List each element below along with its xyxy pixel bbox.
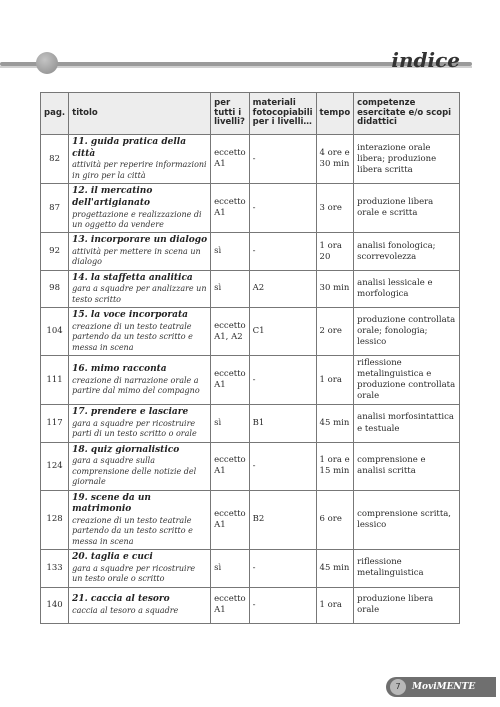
activity-title: 17. prendere e lasciare [72, 407, 189, 418]
skills-cell: comprensione scritta, lessico [354, 490, 460, 550]
levels-cell: eccetto A1 [211, 184, 250, 233]
time-cell: 1 ora [316, 587, 354, 623]
title-cell [69, 356, 211, 405]
page-number: 7 [390, 679, 406, 695]
table-row [41, 490, 460, 550]
table-row [41, 550, 460, 587]
levels-cell: eccetto A1 [211, 442, 250, 490]
activity-description: gara a squadre per ricostruire un testo orale o scritto [72, 563, 196, 584]
table-row [41, 356, 460, 405]
levels-cell: sì [211, 270, 250, 307]
page-cell: 82 [41, 135, 69, 184]
levels-cell: eccetto A1 [211, 356, 250, 405]
materials-cell: C1 [249, 308, 316, 356]
activity-title: 16. mimo racconta [72, 363, 167, 374]
activity-description: creazione di un testo teatrale partendo da un testo scritto e messa in scena [72, 321, 193, 352]
activity-title: 18. quiz giornalistico [72, 444, 180, 455]
column-header-livelli: per tutti i livelli? [211, 93, 250, 135]
page-cell: 98 [41, 270, 69, 307]
skills-cell: comprensione e analisi scritta [354, 442, 460, 490]
time-cell: 3 ore [316, 184, 354, 233]
column-header-competenze: competenze esercitate e/o scopi didattici [354, 93, 460, 135]
materials-cell: - [249, 135, 316, 184]
time-cell: 1 ora e 15 min [316, 442, 354, 490]
activity-description: progettazione e realizzazione di un oggetto da vendere [72, 209, 202, 229]
levels-cell: sì [211, 550, 250, 587]
skills-cell: interazione orale libera; produzione libera scritta [354, 135, 460, 184]
table-row [41, 308, 460, 356]
page-cell: 87 [41, 184, 69, 233]
time-cell: 45 min [316, 550, 354, 587]
materials-cell: - [249, 550, 316, 587]
activity-title: 15. la voce incorporata [72, 310, 188, 321]
page-title: indice [391, 48, 460, 72]
materials-cell: B1 [249, 405, 316, 442]
page-cell: 140 [41, 587, 69, 623]
activity-title: 20. taglia e cuci [72, 552, 153, 563]
page-cell: 111 [41, 356, 69, 405]
levels-cell: eccetto A1, A2 [211, 308, 250, 356]
materials-cell: - [249, 442, 316, 490]
table-row [41, 442, 460, 490]
table-row [41, 233, 460, 270]
title-cell [69, 490, 211, 550]
skills-cell: analisi morfosintattica e testuale [354, 405, 460, 442]
column-header-materiali: materiali fotocopiabili per i livelli… [249, 93, 316, 135]
page-cell: 128 [41, 490, 69, 550]
skills-cell: riflessione metalinguistica [354, 550, 460, 587]
column-header-tempo: tempo [316, 93, 354, 135]
time-cell: 1 ora 20 [316, 233, 354, 270]
title-cell [69, 405, 211, 442]
levels-cell: eccetto A1 [211, 587, 250, 623]
page-cell: 124 [41, 442, 69, 490]
activity-title: 19. scene da un matrimonio [72, 492, 151, 515]
materials-cell: - [249, 184, 316, 233]
title-cell [69, 135, 211, 184]
materials-cell: - [249, 233, 316, 270]
materials-cell: - [249, 587, 316, 623]
table-row [41, 135, 460, 184]
index-table [40, 92, 460, 624]
skills-cell: produzione libera orale e scritta [354, 184, 460, 233]
materials-cell: B2 [249, 490, 316, 550]
time-cell: 2 ore [316, 308, 354, 356]
materials-cell: - [249, 356, 316, 405]
table-header-row [41, 93, 460, 135]
skills-cell: riflessione metalinguistica e produzione controllata orale [354, 356, 460, 405]
levels-cell: sì [211, 233, 250, 270]
activity-title: 13. incorporare un dialogo [72, 235, 208, 246]
page-cell: 104 [41, 308, 69, 356]
time-cell: 6 ore [316, 490, 354, 550]
activity-title: 12. il mercatino dell'artigianato [72, 186, 153, 208]
table-row [41, 184, 460, 233]
activity-description: creazione di narrazione orale a partire dal mimo del compagno [72, 375, 200, 396]
time-cell: 45 min [316, 405, 354, 442]
activity-description: caccia al tesoro a squadre [72, 605, 179, 615]
levels-cell: eccetto A1 [211, 490, 250, 550]
time-cell: 30 min [316, 270, 354, 307]
column-header-pag: pag. [41, 93, 69, 135]
header-dot-icon [36, 52, 58, 74]
activity-description: attività per reperire informazioni in giro per la città [72, 160, 207, 180]
activity-title: 21. caccia al tesoro [72, 594, 170, 605]
title-cell [69, 184, 211, 233]
title-cell [69, 550, 211, 587]
levels-cell: sì [211, 405, 250, 442]
title-cell [69, 442, 211, 490]
skills-cell: produzione controllata orale; fonologia; lessico [354, 308, 460, 356]
title-cell [69, 308, 211, 356]
skills-cell: produzione libera orale [354, 587, 460, 623]
levels-cell: eccetto A1 [211, 135, 250, 184]
title-cell [69, 270, 211, 307]
table-body [41, 135, 460, 624]
page-cell: 117 [41, 405, 69, 442]
table-row [41, 587, 460, 623]
title-cell [69, 587, 211, 623]
skills-cell: analisi lessicale e morfologica [354, 270, 460, 307]
materials-cell: A2 [249, 270, 316, 307]
time-cell: 1 ora [316, 356, 354, 405]
column-header-titolo: titolo [69, 93, 211, 135]
skills-cell: analisi fonologica; scorrevolezza [354, 233, 460, 270]
time-cell: 4 ore e 30 min [316, 135, 354, 184]
activity-title: 11. guida pratica della città [72, 137, 187, 159]
activity-title: 14. la staffetta analitica [72, 272, 193, 283]
activity-description: attività per mettere in scena un dialogo [72, 247, 201, 267]
activity-description: gara a squadre sulla comprensione delle notizie del giornale [72, 456, 197, 487]
page-cell: 92 [41, 233, 69, 270]
table-row [41, 270, 460, 307]
title-cell [69, 233, 211, 270]
brand-logo: MoviMENTE [412, 682, 476, 692]
activity-description: gara a squadre per analizzare un testo scritto [72, 284, 207, 304]
page-cell: 133 [41, 550, 69, 587]
activity-description: gara a squadre per ricostruire parti di un testo scritto o orale [72, 418, 197, 439]
activity-description: creazione di un testo teatrale partendo da un testo scritto e messa in scena [72, 516, 193, 546]
table-row [41, 405, 460, 442]
